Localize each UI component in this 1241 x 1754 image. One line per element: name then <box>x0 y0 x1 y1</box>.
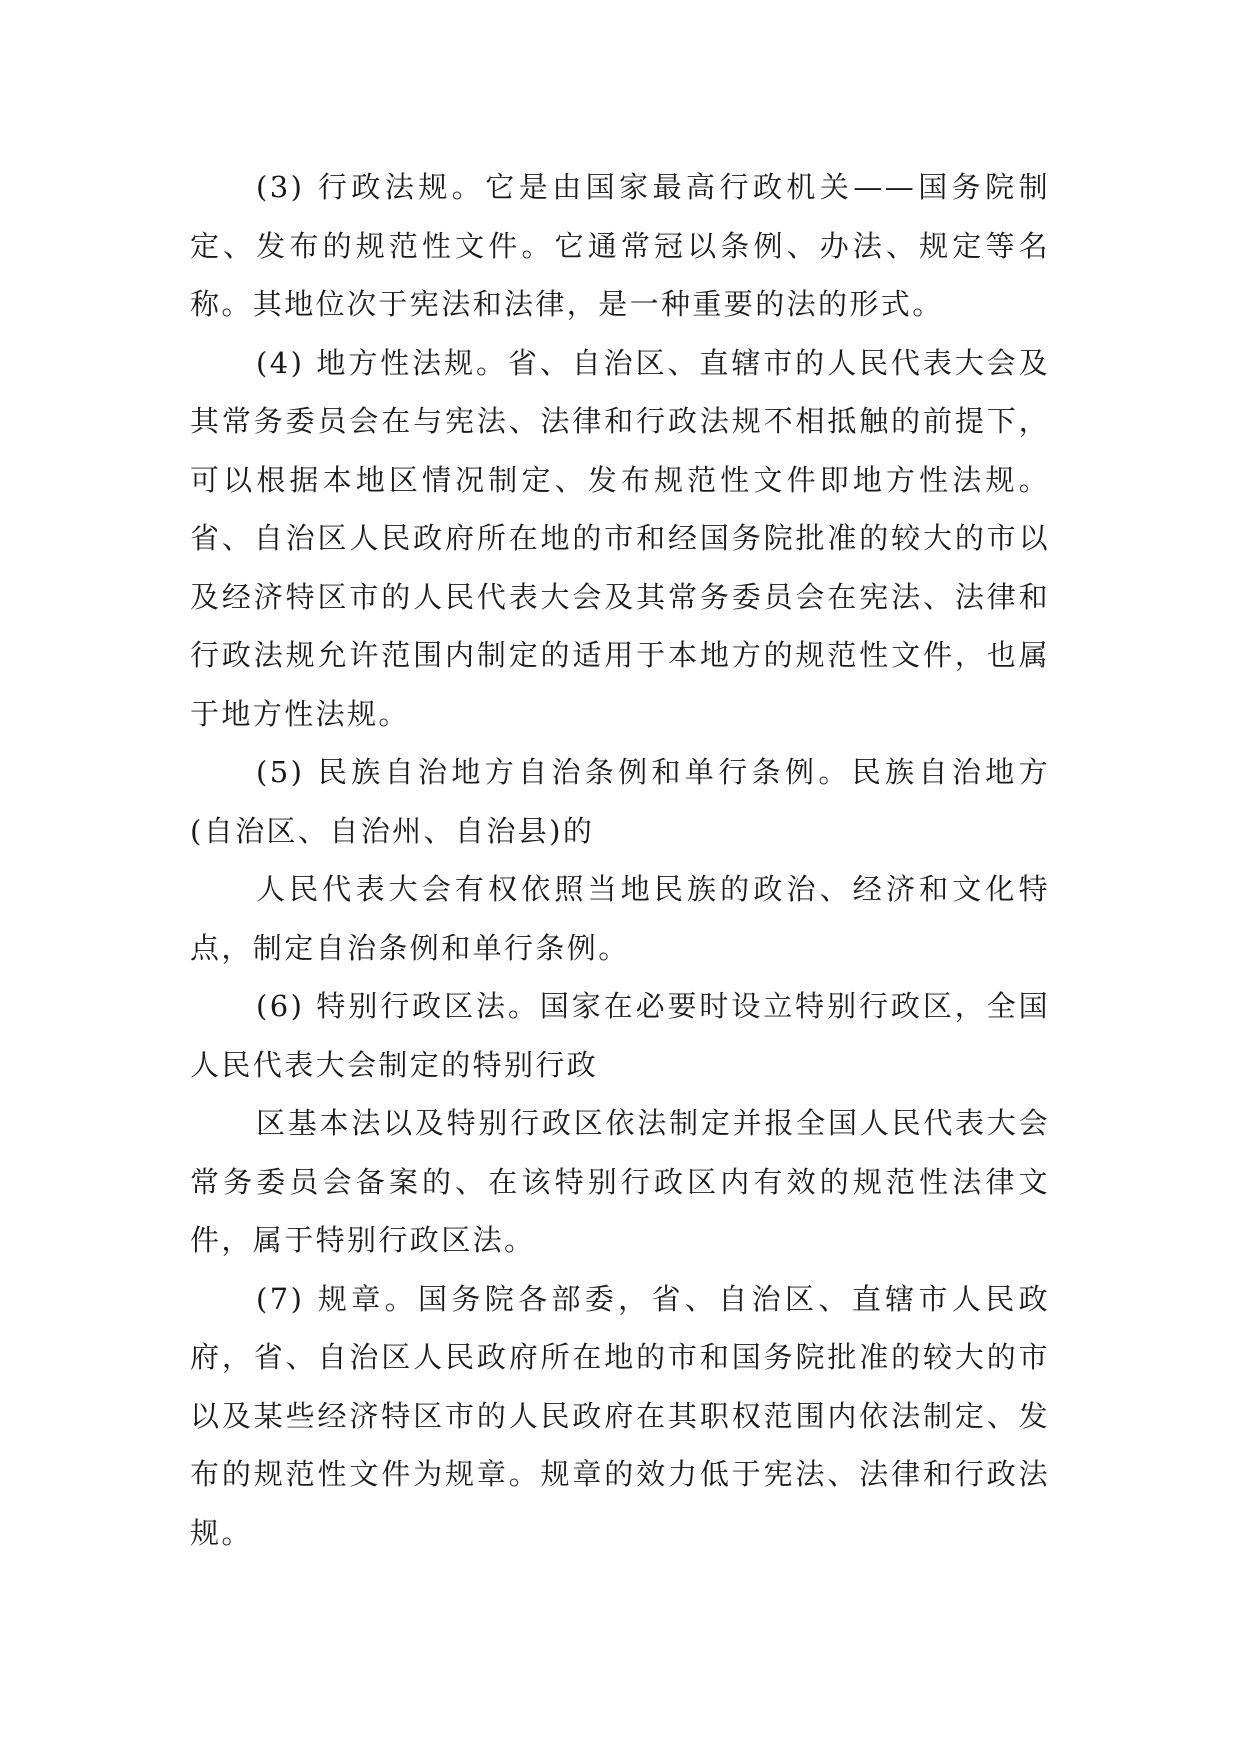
paragraph-special-administrative-region-law: (6) 特别行政区法。国家在必要时设立特别行政区，全国人民代表大会制定的特别行政 <box>190 989 1050 1082</box>
document-body <box>190 158 1050 1562</box>
paragraph-local-regulations: (4) 地方性法规。省、自治区、直辖市的人民代表大会及其常务委员会在与宪法、法律和行政法规不相抵触的前提下，可以根据本地区情况制定、发布规范性文件即地方性法规。省、自治区人民政府所在地的市和经国务院批准的较大的市以及经济特区市的人民代表大会及其常务委员会在宪法、法律和行政法规允许范围内制定的适用于本地方的规范性文件，也属于地方性法规。 <box>190 345 1050 731</box>
paragraph-special-administrative-region-law-continued: 区基本法以及特别行政区依法制定并报全国人民代表大会常务委员会备案的、在该特别行政区内有效的规范性法律文件，属于特别行政区法。 <box>190 1106 1050 1257</box>
paragraph-autonomous-regulations-continued: 人民代表大会有权依照当地民族的政治、经济和文化特点，制定自治条例和单行条例。 <box>190 872 1050 965</box>
paragraph-rules: (7) 规章。国务院各部委，省、自治区、直辖市人民政府，省、自治区人民政府所在地的市和国务院批准的较大的市以及某些经济特区市的人民政府在其职权范围内依法制定、发布的规范性文件为规章。规章的效力低于宪法、法律和行政法规。 <box>190 1281 1050 1550</box>
paragraph-autonomous-regulations: (5) 民族自治地方自治条例和单行条例。民族自治地方(自治区、自治州、自治县)的 <box>190 755 1050 848</box>
paragraph-administrative-regulations: (3) 行政法规。它是由国家最高行政机关——国务院制定、发布的规范性文件。它通常冠以条例、办法、规定等名称。其地位次于宪法和法律，是一种重要的法的形式。 <box>190 170 1050 321</box>
